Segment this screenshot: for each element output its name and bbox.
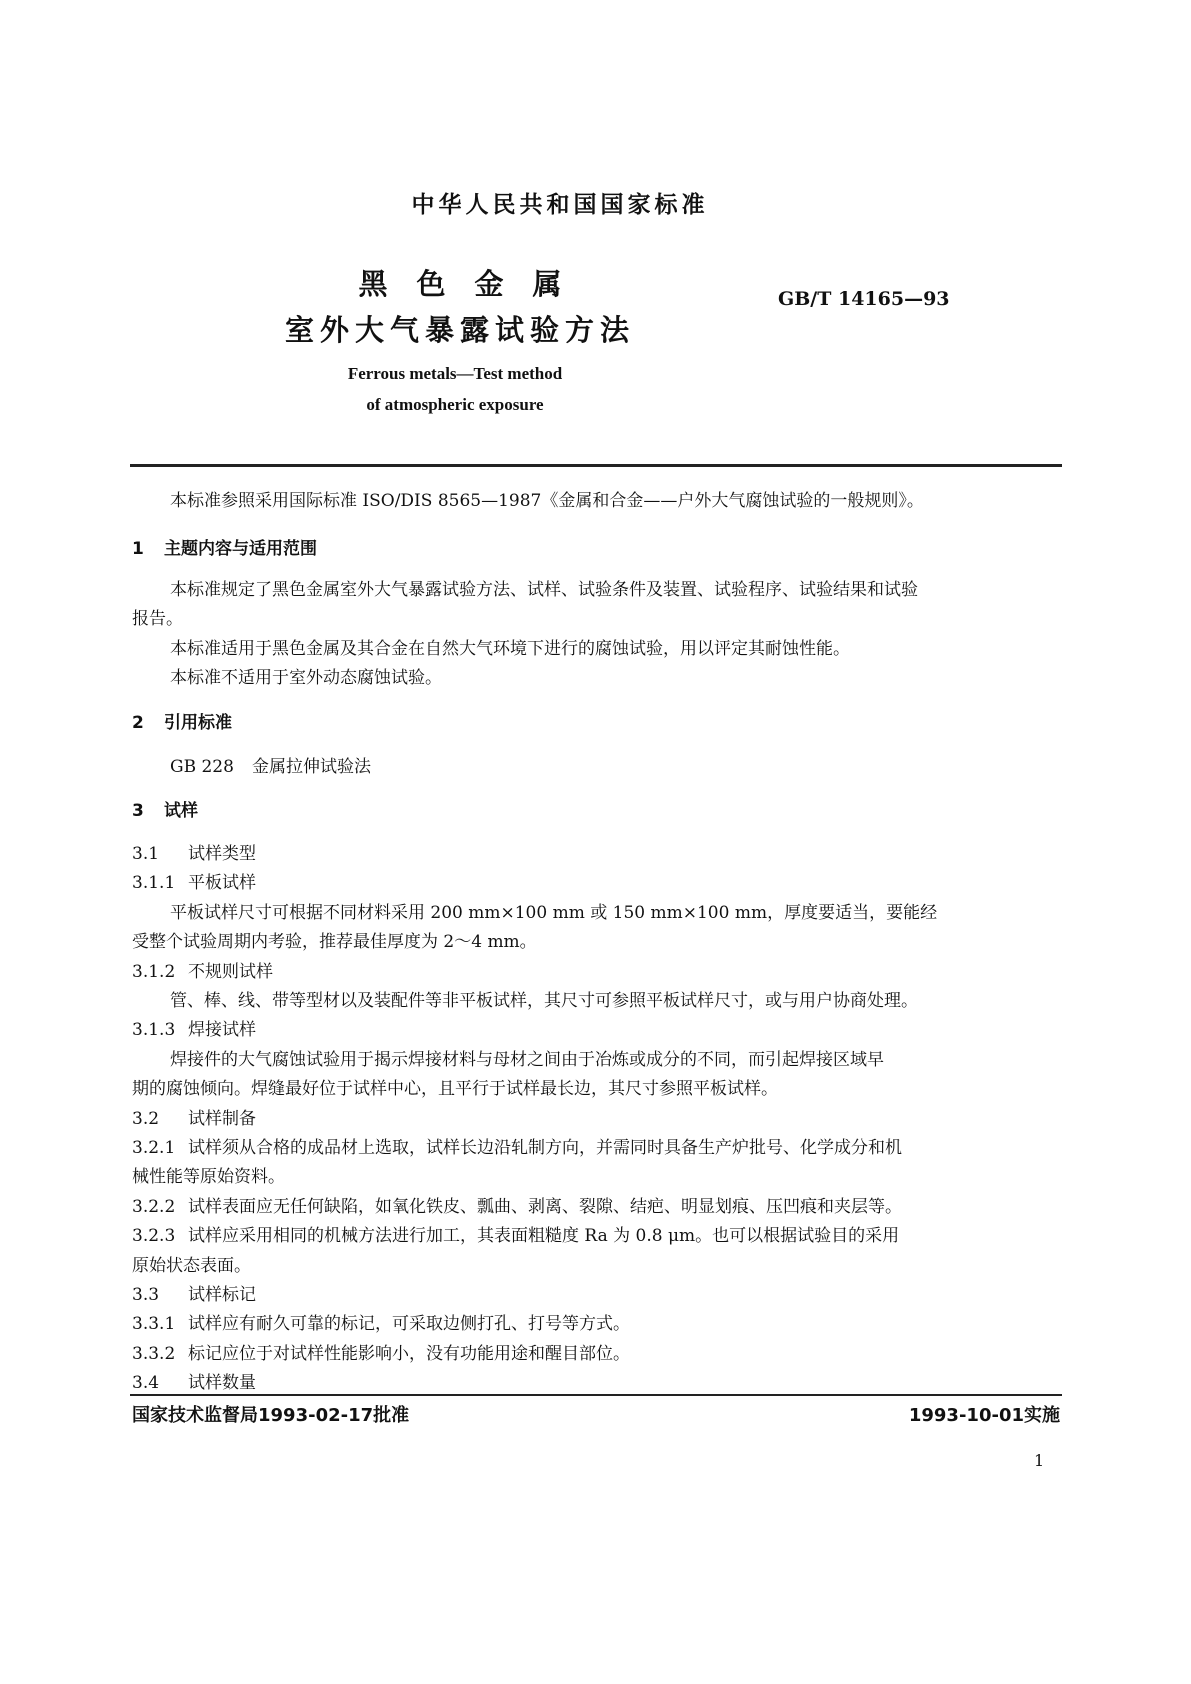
clause-text: 平板试样 (188, 873, 256, 893)
clause-text: 试样数量 (188, 1373, 256, 1393)
national-standard-label: 中华人民共和国国家标准 (411, 192, 709, 218)
paragraph-line: 本标准不适用于室外动态腐蚀试验。 (170, 668, 442, 688)
paragraph-line (132, 931, 537, 953)
clause-continuation: 原始状态表面。 (132, 1256, 251, 1276)
clause-text: 不规则试样 (188, 962, 273, 982)
header-rule (130, 464, 1062, 467)
section-title: 主题内容与适用范围 (164, 539, 317, 559)
implementation-date: 1993-10-01实施 (908, 1405, 1060, 1426)
page-number: 1 (1034, 1451, 1045, 1470)
clause-text: 试样制备 (188, 1109, 256, 1129)
section-2-heading (132, 712, 232, 734)
clause-number: 3.2.2 (132, 1197, 176, 1217)
clause-heading (132, 843, 256, 865)
section-title: 引用标准 (164, 713, 232, 733)
clause-heading (132, 1284, 256, 1306)
paragraph-text: 管、棒、线、带等型材以及装配件等非平板试样，其尺寸可参照平板试样尺寸，或与用户协商处理。 (170, 991, 918, 1011)
clause-heading (132, 1137, 902, 1159)
clause-heading (132, 961, 273, 983)
reference-code: GB 228 (170, 757, 234, 777)
section-title: 试样 (164, 801, 198, 821)
paragraph-text: 受整个试验周期内考验，推荐最佳厚度为 2～4 mm。 (132, 932, 537, 952)
paragraph-text: 期的腐蚀倾向。焊缝最好位于试样中心，且平行于试样最长边，其尺寸参照平板试样。 (132, 1079, 778, 1099)
footer-rule (130, 1394, 1062, 1396)
paragraph-line (132, 1255, 251, 1277)
clause-text: 试样标记 (188, 1285, 256, 1305)
clause-heading (132, 1343, 630, 1365)
paragraph-line (170, 990, 918, 1012)
clause-heading (132, 1372, 256, 1394)
paragraph-text: 焊接件的大气腐蚀试验用于揭示焊接材料与母材之间由于冶炼或成分的不同，而引起焊接区域早 (170, 1050, 884, 1070)
clause-text: 焊接试样 (188, 1020, 256, 1040)
section-number: 3 (132, 801, 144, 821)
clause-text: 试样类型 (188, 844, 256, 864)
clause-heading (132, 1196, 902, 1218)
title-line-1: 黑 色 金 属 (358, 267, 562, 301)
section-1-heading (132, 538, 317, 560)
clause-continuation: 械性能等原始资料。 (132, 1167, 285, 1187)
paragraph-line (132, 1166, 285, 1188)
approval-date: 国家技术监督局1993-02-17批准 (132, 1405, 410, 1426)
paragraph-line: 本标准适用于黑色金属及其合金在自然大气环境下进行的腐蚀试验，用以评定其耐蚀性能。 (170, 639, 850, 659)
clause-text: 试样须从合格的成品材上选取，试样长边沿轧制方向，并需同时具备生产炉批号、化学成分和机 (188, 1138, 902, 1158)
clause-heading (132, 1108, 256, 1130)
title-line-2: 室外大气暴露试验方法 (284, 313, 635, 347)
section-3-heading (132, 800, 198, 822)
clause-number: 3.3.2 (132, 1344, 176, 1364)
clause-number: 3.1 (132, 844, 160, 864)
clause-text: 试样应有耐久可靠的标记，可采取边侧打孔、打号等方式。 (188, 1314, 630, 1334)
paragraph-text: 平板试样尺寸可根据不同材料采用 200 mm×100 mm 或 150 mm×100 mm，厚度要适当，要能经 (170, 903, 938, 923)
paragraph-line (170, 1049, 884, 1071)
clause-heading (132, 1019, 256, 1041)
clause-number: 3.2.3 (132, 1226, 176, 1246)
paragraph-line (132, 1078, 778, 1100)
paragraph-line: 报告。 (132, 609, 183, 629)
clause-number: 3.1.3 (132, 1020, 176, 1040)
clause-text: 试样应采用相同的机械方法进行加工，其表面粗糙度 Ra 为 0.8 μm。也可以根据试验目的采用 (188, 1226, 900, 1246)
clause-text: 试样表面应无任何缺陷，如氧化铁皮、瓢曲、剥离、裂隙、结疤、明显划痕、压凹痕和夹层等。 (188, 1197, 902, 1217)
standard-number: GB/T 14165—93 (778, 288, 950, 310)
clause-heading (132, 1313, 630, 1335)
clause-heading (132, 872, 256, 894)
clause-number: 3.3.1 (132, 1314, 176, 1334)
english-title-line-1: Ferrous metals—Test method (347, 364, 563, 383)
clause-number: 3.1.1 (132, 873, 176, 893)
clause-number: 3.2 (132, 1109, 160, 1129)
intro-paragraph: 本标准参照采用国际标准 ISO/DIS 8565—1987《金属和合金——户外大气腐蚀试验的一般规则》。 (170, 491, 924, 511)
clause-heading (132, 1225, 899, 1247)
paragraph-line (170, 902, 937, 924)
clause-number: 3.3 (132, 1285, 160, 1305)
reference-item (170, 756, 371, 778)
clause-text: 标记应位于对试样性能影响小，没有功能用途和醒目部位。 (188, 1344, 630, 1364)
english-title-line-2: of atmospheric exposure (366, 395, 544, 414)
section-number: 2 (132, 713, 144, 733)
reference-title: 金属拉伸试验法 (252, 757, 371, 777)
clause-number: 3.1.2 (132, 962, 176, 982)
clause-number: 3.2.1 (132, 1138, 176, 1158)
clause-number: 3.4 (132, 1373, 160, 1393)
paragraph-line: 本标准规定了黑色金属室外大气暴露试验方法、试样、试验条件及装置、试验程序、试验结果和试验 (170, 580, 918, 600)
section-number: 1 (132, 539, 144, 559)
